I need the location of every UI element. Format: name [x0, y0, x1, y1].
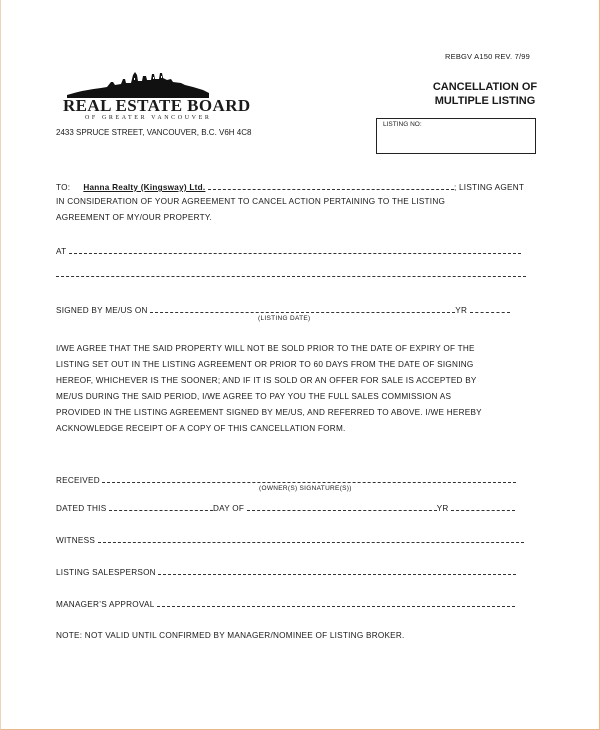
dated-month-field[interactable] [247, 502, 437, 511]
manager-line [56, 598, 515, 609]
at-label: AT [56, 247, 67, 256]
manager-approval-field[interactable] [157, 598, 515, 607]
at-line [56, 245, 521, 256]
signed-line [56, 304, 510, 315]
witness-field[interactable] [98, 534, 524, 543]
agreement-line-3: HEREOF, WHICHEVER IS THE SOONER; AND IF IT IS SOLD OR AN OFFER FOR SALE IS ACCEPTED BY [56, 376, 477, 385]
salesperson-label: LISTING SALESPERSON [56, 568, 156, 577]
listing-number-label: LISTING NO: [383, 121, 422, 128]
owner-signature-caption: (OWNER(S) SIGNATURE(S)) [259, 485, 352, 492]
listing-date-caption: (LISTING DATE) [258, 315, 311, 322]
logo-subtitle: OF GREATER VANCOUVER [85, 115, 212, 121]
agreement-line-2: LISTING SET OUT IN THE LISTING AGREEMENT OR PRIOR TO 60 DAYS FROM THE DATE OF SIGNING [56, 360, 474, 369]
agreement-paragraph [56, 341, 526, 437]
agent-blank[interactable] [208, 181, 454, 190]
city-skyline-icon [63, 70, 213, 98]
property-address-field[interactable] [69, 245, 521, 254]
listing-agent-suffix: ; LISTING AGENT [453, 183, 525, 192]
received-label: RECEIVED [56, 476, 100, 485]
salesperson-line [56, 566, 516, 577]
agreement-line-6: ACKNOWLEDGE RECEIPT OF A COPY OF THIS CANCELLATION FORM. [56, 424, 346, 433]
agreement-line-4: ME/US DURING THE SAID PERIOD, I/WE AGREE TO PAY YOU THE FULL SALES COMMISSION AS [56, 392, 452, 401]
listing-date-field[interactable] [150, 304, 455, 313]
form-code: REBGV A150 REV. 7/99 [445, 52, 531, 61]
dated-yr-label: YR [436, 504, 449, 513]
consideration-line: IN CONSIDERATION OF YOUR AGREEMENT TO CANCEL ACTION PERTAINING TO THE LISTING [56, 197, 446, 206]
witness-label: WITNESS [56, 536, 96, 545]
listing-agent-name[interactable]: Hanna Realty (Kingsway) Ltd. [83, 183, 206, 192]
property-address-field-2[interactable] [56, 268, 526, 277]
agreement-line: AGREEMENT OF MY/OUR PROPERTY. [56, 213, 213, 222]
witness-line [56, 534, 524, 545]
at-continuation-line [56, 268, 526, 279]
day-of-label: DAY OF [212, 504, 245, 513]
to-label: TO: [56, 183, 71, 192]
signed-label: SIGNED BY ME/US ON [56, 306, 148, 315]
document-title [420, 80, 550, 108]
title-line-1: CANCELLATION OF [432, 81, 538, 93]
dated-line [56, 502, 515, 513]
salesperson-field[interactable] [158, 566, 516, 575]
logo-name: REAL ESTATE BOARD [63, 96, 251, 115]
board-address: 2433 SPRUCE STREET, VANCOUVER, B.C. V6H 4C8 [56, 128, 252, 137]
dated-year-field[interactable] [451, 502, 515, 511]
manager-label: MANAGER’S APPROVAL [56, 600, 155, 609]
board-logo [63, 70, 251, 122]
listing-number-field[interactable] [376, 118, 536, 154]
signed-yr-label: YR [455, 306, 468, 315]
dated-label: DATED THIS [56, 504, 107, 513]
owner-signature-field[interactable] [102, 474, 516, 483]
listing-year-field[interactable] [470, 304, 510, 313]
received-line [56, 474, 516, 485]
dated-day-field[interactable] [109, 502, 213, 511]
agreement-line-5: PROVIDED IN THE LISTING AGREEMENT SIGNED BY ME/US, AND REFERRED TO ABOVE. I/WE HEREBY [56, 408, 482, 417]
to-line [56, 181, 524, 192]
validity-note: NOTE: NOT VALID UNTIL CONFIRMED BY MANAGER/NOMINEE OF LISTING BROKER. [56, 631, 405, 640]
title-line-2: MULTIPLE LISTING [434, 95, 536, 107]
agreement-line-1: I/WE AGREE THAT THE SAID PROPERTY WILL NOT BE SOLD PRIOR TO THE DATE OF EXPIRY OF THE [56, 344, 475, 353]
